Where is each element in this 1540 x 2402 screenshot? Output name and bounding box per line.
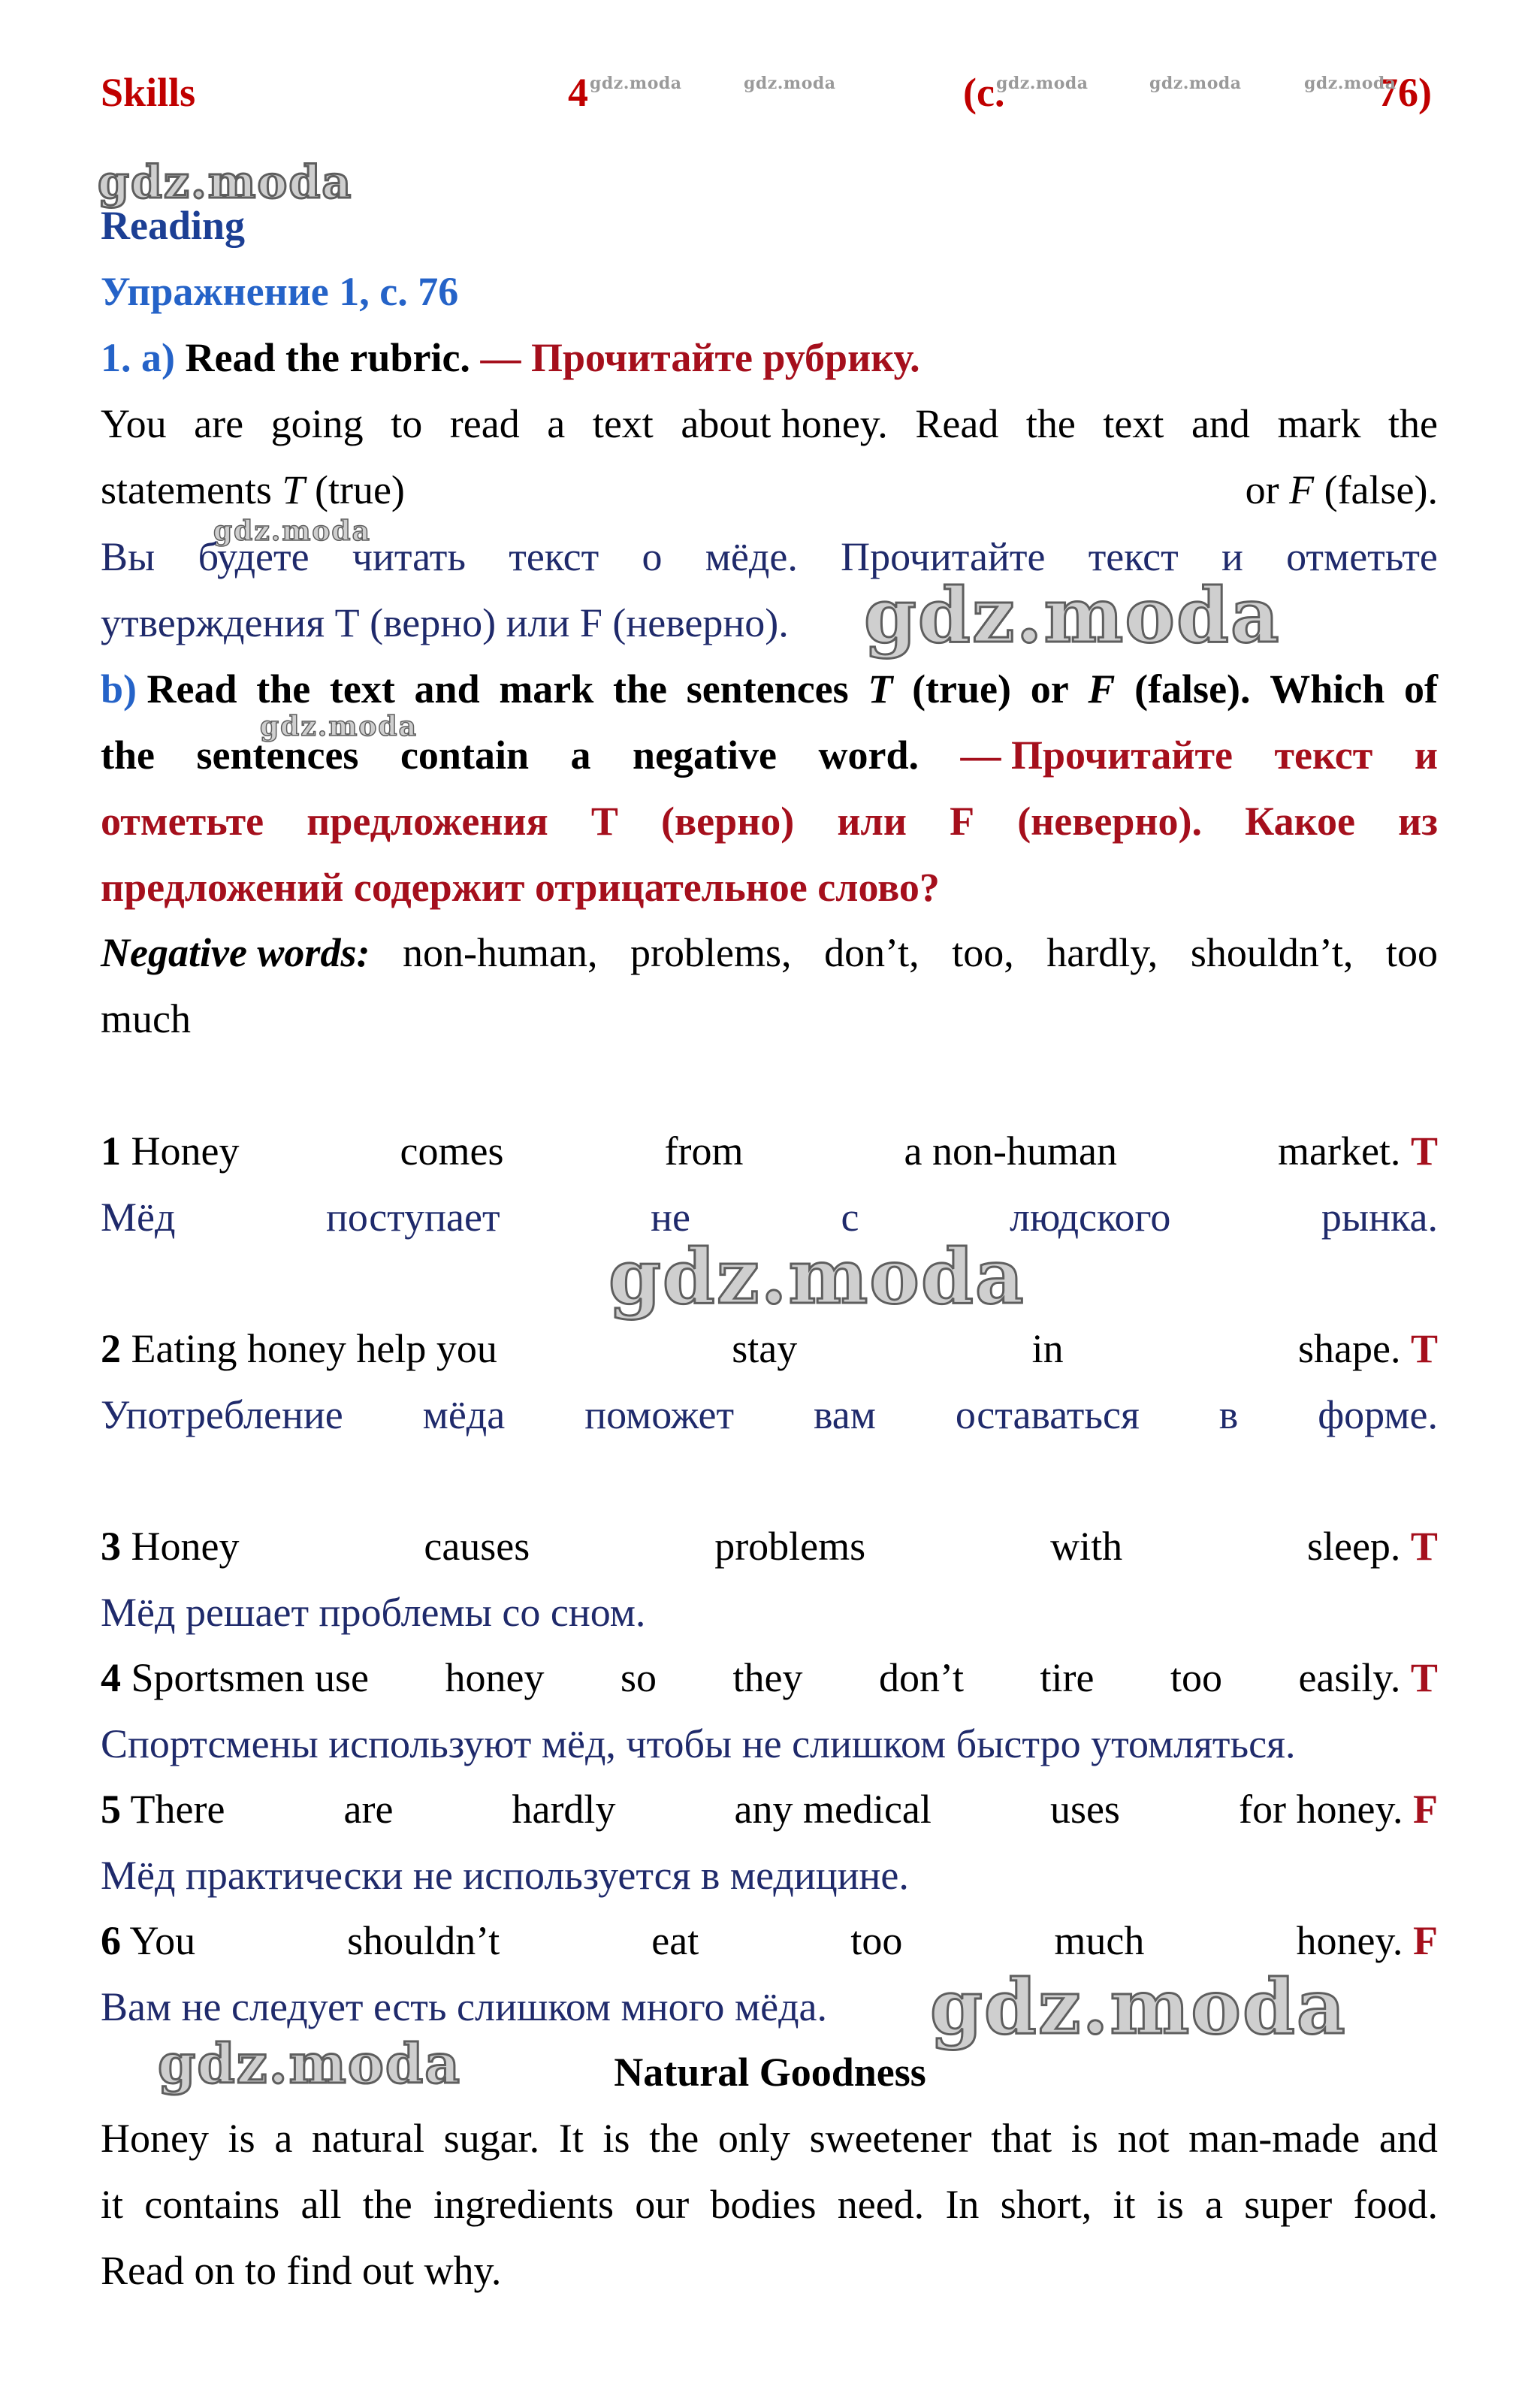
word: a non-human [904,1128,1117,1174]
word: Прочитайте [841,534,1046,579]
word-group [101,1316,497,1382]
word: You [101,401,167,446]
word: shouldn’t, [1190,930,1354,975]
word: short, [1000,2182,1092,2227]
word: Употребление [101,1392,343,1437]
word-group [1239,1776,1438,1842]
word: any medical [734,1787,932,1832]
word: is [602,2116,630,2161]
word: and [1378,2116,1438,2161]
word: is [1070,2116,1098,2161]
word: In [945,2182,980,2227]
word: Honey [101,2116,209,2161]
answer-mark: T [1410,1128,1438,1174]
word: shouldn’t [347,1918,500,1963]
word: the [1025,401,1076,446]
word: negative [633,733,777,778]
word: super [1244,2182,1333,2227]
text-body-line: Read on to find out why. [101,2248,502,2293]
word: easily. [1298,1655,1401,1700]
word: и [1221,534,1243,579]
word: a [1205,2182,1224,2227]
word: too [1170,1655,1222,1700]
word: honey [445,1655,545,1700]
word-group [1298,1645,1437,1711]
word: causes [424,1524,530,1569]
word: a [547,401,566,446]
word: uses [1049,1787,1120,1832]
rubric-en-line [101,391,1438,457]
word: T [282,467,305,512]
word: Honey [131,1128,240,1174]
word: It [558,2116,584,2161]
word: Which [1270,666,1385,712]
word: need. [837,2182,925,2227]
word: Т [590,799,618,844]
word: the [613,666,667,712]
word: non-human, [403,930,598,975]
word: T [868,666,893,712]
statement-ru: Спортсмены используют мёд, чтобы не слишком быстро утомляться. [101,1721,1296,1766]
statement-en [101,1645,1438,1711]
word: and [414,666,480,712]
word: problems [714,1524,866,1569]
word: it [1113,2182,1136,2227]
statement-ru [101,1382,1438,1448]
word: There [130,1787,225,1832]
word: don’t [878,1655,964,1700]
word: it [101,2182,124,2227]
word: is [1156,2182,1184,2227]
question-1b-line [101,722,1438,788]
word: F [1088,666,1116,712]
word: or [1245,467,1279,512]
answer-mark: T [1410,1326,1438,1371]
word: text [592,401,654,446]
word: Eating honey help you [131,1326,497,1371]
word: for honey. [1239,1787,1403,1832]
word: поможет [584,1392,735,1437]
word: market. [1278,1128,1401,1174]
word-group [101,1776,225,1842]
word: hardly [512,1787,616,1832]
word: (true) [315,467,405,512]
word-group [101,1908,195,1974]
word: sweetener [809,2116,972,2161]
word: to [391,401,423,446]
watermark: gdz.moda [213,515,371,547]
question-number: b) [101,666,137,712]
word: с [841,1195,859,1240]
watermark: gdz.moda [590,74,682,93]
word-group [101,1645,369,1711]
word: F [1289,467,1315,512]
word: and [1191,401,1250,446]
word: statements [101,467,272,512]
word: рынка. [1321,1195,1438,1240]
statement-number: 5 [101,1787,121,1832]
word: из [1398,799,1438,844]
word: are [343,1787,394,1832]
word: food. [1353,2182,1438,2227]
negative-words-line: much [101,996,191,1041]
header-skills: Skills [101,70,196,115]
word: читать [352,534,466,579]
word: are [194,401,244,446]
watermark: gdz.moda [260,711,418,742]
word: that [991,2116,1052,2161]
word: our [635,2182,690,2227]
word: too [850,1918,903,1963]
word: the [1388,401,1438,446]
word: и [1414,733,1438,778]
word: bodies [710,2182,817,2227]
word: (верно) [661,799,795,844]
word: mark [499,666,594,712]
word: текст [1088,534,1179,579]
word: (false). [1324,467,1438,512]
word: comes [400,1128,504,1174]
question-number: 1. a) [101,335,175,380]
word-group [1298,1316,1438,1382]
rubric-en-line [101,457,1438,523]
header-page-open: (c. [963,70,1005,115]
word: they [732,1655,803,1700]
word: sleep. [1306,1524,1401,1569]
word: людского [1010,1195,1171,1240]
watermark: gdz.moda [158,2032,461,2095]
word: stay [732,1326,798,1371]
text-title: Natural Goodness [614,2050,926,2095]
word-group [101,1513,239,1579]
answer-mark: T [1410,1524,1438,1569]
negative-words-label: Negative words: [101,930,370,975]
word: sugar. [443,2116,540,2161]
question-1a [101,325,1438,391]
word: going [270,401,364,446]
word: о [642,534,663,579]
statement-en [101,1118,1438,1184]
statement-ru: Мёд решает проблемы со сном. [101,1590,646,1635]
word: текст [1274,733,1373,778]
word: so [620,1655,657,1700]
word: only [717,2116,790,2161]
word: будете [198,534,310,579]
statement-number: 4 [101,1655,121,1700]
watermark: gdz.moda [930,1962,1347,2051]
word: мёде. [705,534,798,579]
word: text [1103,401,1164,446]
text-body-line [101,2171,1438,2237]
word: man-made [1188,2116,1360,2161]
section-heading: Reading [101,203,246,248]
word: не [651,1195,690,1240]
word: a [570,733,591,778]
word-group [1307,1513,1438,1579]
word-group [101,656,237,722]
word: Read [915,401,999,446]
rubric-ru-line: утверждения Т (верно) или F (неверно). [101,600,789,645]
word: the [649,2116,699,2161]
word-group [101,457,405,523]
word: отметьте [101,799,264,844]
word: отметьте [1286,534,1438,579]
word: (true) [912,666,1011,712]
statement-en [101,1776,1438,1842]
word: tire [1040,1655,1095,1700]
word: текст [509,534,599,579]
word-group [1278,1118,1438,1184]
word: all [300,2182,342,2227]
word-group [1246,457,1438,523]
word: the [362,2182,412,2227]
word: much [1054,1918,1145,1963]
word: about honey. [681,401,888,446]
word: not [1117,2116,1170,2161]
watermark: gdz.moda [98,156,353,209]
word: (false). [1134,666,1251,712]
word: F [950,799,975,844]
word: предложения [306,799,548,844]
header-module-number: 4 [568,70,588,115]
word-group [101,1118,239,1184]
word: from [664,1128,744,1174]
word: with [1050,1524,1123,1569]
header-page-close: 76) [1378,70,1432,115]
word: ingredients [433,2182,614,2227]
word: вам [814,1392,876,1437]
word: or [1030,666,1069,712]
negative-words-line [101,920,1438,986]
word: Мёд [101,1195,176,1240]
word: is [228,2116,255,2161]
statement-ru: Вам не следует есть слишком много мёда. [101,1984,828,2029]
statement-number: 2 [101,1326,121,1371]
word: read [449,401,520,446]
statement-number: 1 [101,1128,121,1174]
word: Вы [101,534,156,579]
word: Read [146,666,237,712]
word: (неверно). [1017,799,1203,844]
word: sentences [686,666,849,712]
word: text [329,666,395,712]
statement-ru: Мёд практически не используется в медицине. [101,1853,909,1898]
statement-number: 3 [101,1524,121,1569]
answer-mark: T [1410,1655,1438,1700]
watermark: gdz.moda [1304,74,1397,93]
word: eat [651,1918,699,1963]
statement-en [101,1513,1438,1579]
exercise-heading: Упражнение 1, с. 76 [101,269,459,314]
word: sentences [196,733,359,778]
word: Sportsmen use [131,1655,369,1700]
word: too, [952,930,1014,975]
word: поступает [326,1195,500,1240]
watermark: gdz.moda [864,571,1281,660]
word: You [129,1918,196,1963]
word: natural [312,2116,424,2161]
question-text-ru: — Прочитайте рубрику. [480,335,920,380]
answer-mark: F [1412,1787,1438,1832]
word: shape. [1298,1326,1401,1371]
text-body-line [101,2105,1438,2171]
word: in [1031,1326,1064,1371]
watermark: gdz.moda [744,74,836,93]
word: mark [1277,401,1361,446]
watermark: gdz.moda [1149,74,1242,93]
answer-mark: F [1412,1918,1438,1963]
question-1b-line: предложений содержит отрицательное слово? [101,865,940,910]
word: the [256,666,311,712]
word: word. [818,733,919,778]
word: Honey [131,1524,240,1569]
word: или [837,799,907,844]
word: форме. [1318,1392,1438,1437]
word: of [1403,666,1438,712]
statement-number: 6 [101,1918,121,1963]
word: problems, [630,930,792,975]
question-text-en: Read the rubric. [185,335,470,380]
word: contains [144,2182,280,2227]
word: в [1218,1392,1239,1437]
word: the [101,733,155,778]
word: Какое [1245,799,1355,844]
statement-en [101,1316,1438,1382]
question-1b-line [101,788,1438,854]
word: a [274,2116,293,2161]
word: hardly, [1046,930,1158,975]
word: honey. [1296,1918,1403,1963]
word: мёда [422,1392,506,1437]
word: don’t, [824,930,919,975]
watermark: gdz.moda [996,74,1089,93]
word: — Прочитайте [960,733,1234,778]
word: contain [400,733,529,778]
word: оставаться [955,1392,1140,1437]
watermark: gdz.moda [608,1232,1025,1321]
word: too [1385,930,1438,975]
